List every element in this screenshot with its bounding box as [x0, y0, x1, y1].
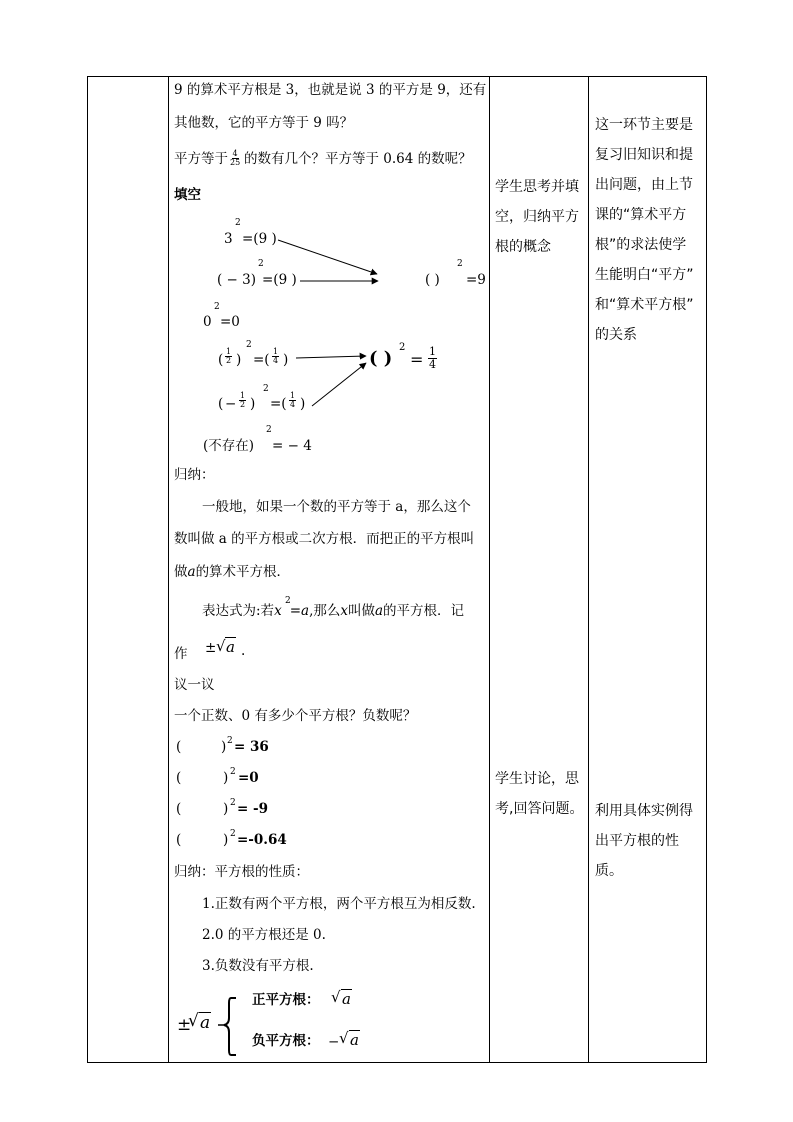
- expr-1-exponent: 2: [235, 218, 241, 228]
- paren-close: ): [236, 352, 242, 368]
- radicand: a: [200, 1013, 211, 1033]
- student-activity-1: [495, 172, 579, 262]
- sqrt-symbol: √: [331, 988, 341, 1006]
- expr-2-rest: =(9 ): [262, 272, 297, 288]
- fraction-numerator: 1: [240, 391, 246, 400]
- positive-root-label: 正平方根：: [252, 992, 320, 1008]
- question-2-rest: =0: [238, 770, 259, 786]
- equals-sign: =: [410, 350, 424, 369]
- plus-minus: ±: [205, 640, 217, 656]
- paren-open: (: [218, 352, 224, 368]
- text-line: 出问题，由上节: [595, 177, 693, 193]
- paren-close: ): [283, 352, 289, 368]
- radicand: a: [342, 990, 351, 1008]
- expr-3-exponent: 2: [214, 302, 220, 312]
- properties-title: 归纳：平方根的性质：: [174, 864, 309, 880]
- variable-x: x: [340, 603, 348, 619]
- summary-text: 做: [174, 564, 188, 580]
- text-line: 质。: [595, 863, 623, 879]
- expression-line: [202, 605, 464, 619]
- property-3: 3.负数没有平方根.: [202, 958, 314, 974]
- zuo-label: 作: [174, 646, 188, 662]
- paren-open: (: [218, 396, 224, 412]
- expr-6-rest: = − 4: [272, 438, 312, 454]
- summary-line-2: 数叫做 a 的平方根或二次方根．而把正的平方根叫: [174, 531, 475, 547]
- paren-close: ): [250, 396, 256, 412]
- design-intent-2: [595, 796, 693, 886]
- text-line: 考,回答问题。: [495, 801, 584, 817]
- question-4-rest: =-0.64: [237, 832, 287, 848]
- variable-x: x: [274, 603, 282, 619]
- arrow-4: [312, 363, 366, 406]
- text-line: 复习旧知识和提: [595, 147, 693, 163]
- question-4-exponent: 2: [230, 829, 236, 839]
- question-3-close: ): [223, 801, 229, 817]
- variable-a: a: [187, 564, 196, 580]
- question-2-exponent: 2: [230, 767, 236, 777]
- property-1: 1.正数有两个平方根，两个平方根互为相反数.: [202, 896, 476, 912]
- summary-line-3: [174, 566, 290, 580]
- intro-line-2: 其他数，它的平方等于 9 吗？: [174, 115, 354, 131]
- target-1-exponent: 2: [457, 259, 463, 269]
- radicand: a: [226, 638, 235, 656]
- expr-6-base: (不存在): [203, 438, 255, 454]
- intro-line-1: 9 的算术平方根是 3，也就是说 3 的平方是 9，还有: [174, 82, 487, 98]
- summary-text: 的算术平方根．: [195, 564, 291, 580]
- expr-6-exponent: 2: [266, 425, 272, 435]
- question-1-open: (: [176, 739, 182, 755]
- text-line: 和“算术平方根”: [595, 297, 694, 313]
- fraction-denominator: 4: [273, 356, 279, 365]
- question-4-open: (: [176, 832, 182, 848]
- summary-title: 归纳：: [174, 467, 215, 483]
- fraction-denominator: 2: [226, 356, 232, 365]
- sqrt-symbol: √: [216, 637, 226, 655]
- fraction-numerator: 1: [273, 347, 279, 356]
- discuss-question: 一个正数、0 有多少个平方根？负数呢？: [174, 708, 417, 724]
- expr-5-exponent: 2: [263, 384, 269, 394]
- expr-4-exponent: 2: [246, 340, 252, 350]
- fraction-denominator: 2: [240, 400, 246, 409]
- text-line: 课的“算术平方: [595, 207, 687, 223]
- fraction-denominator: 25: [230, 158, 241, 167]
- expr-text: =: [289, 603, 301, 619]
- question-1-exponent: 2: [227, 736, 233, 746]
- sqrt-symbol: √: [188, 1011, 199, 1031]
- fraction-numerator: 4: [232, 149, 238, 158]
- sqrt-radicand: [341, 992, 352, 1007]
- variable-a: a: [301, 603, 310, 619]
- text-line: 利用具体实例得: [595, 803, 693, 819]
- property-2: 2.0 的平方根还是 0.: [202, 927, 326, 943]
- question-3-rest: = -9: [237, 801, 269, 817]
- question-1-close: ): [221, 739, 227, 755]
- sqrt-symbol: √: [339, 1029, 349, 1047]
- target-1-rest: =9: [466, 272, 486, 288]
- sqrt-radicand: [225, 640, 236, 655]
- target-2-parens: ( ): [369, 348, 393, 369]
- text-line: 的关系: [595, 327, 637, 343]
- expr-text: 的平方根．记: [383, 603, 465, 619]
- sqrt-radicand: [349, 1033, 360, 1048]
- design-intent-1: [595, 110, 694, 350]
- fraction-denominator: 4: [290, 400, 296, 409]
- question-4-close: ): [223, 832, 229, 848]
- discuss-title: 议一议: [174, 677, 215, 693]
- period: .: [241, 643, 246, 659]
- summary-line-1: 一般地，如果一个数的平方等于 a，那么这个: [202, 499, 471, 515]
- text-line: 学生思考并填: [495, 179, 579, 195]
- student-activity-2: [495, 764, 583, 824]
- equals-sign: =(: [253, 352, 270, 368]
- fraction-numerator: 1: [429, 345, 436, 358]
- expr-2-base: ( − 3): [217, 272, 257, 288]
- expr-1-rest: =(9 ): [242, 231, 277, 247]
- expr-2-exponent: 2: [258, 259, 264, 269]
- text-line: 这一环节主要是: [595, 117, 693, 133]
- expr-3-base: 0: [203, 314, 212, 330]
- fraction-denominator: 4: [429, 357, 436, 371]
- target-1-base: ( ): [425, 272, 440, 288]
- fill-title: 填空: [174, 187, 201, 203]
- brace: [224, 998, 236, 1055]
- equals-sign: =(: [270, 396, 287, 412]
- text-line: 学生讨论，思: [495, 771, 579, 787]
- expr-3-rest: =0: [220, 314, 240, 330]
- variable-a: a: [374, 603, 384, 619]
- sqrt-radicand: [199, 1015, 211, 1032]
- question-3-exponent: 2: [230, 798, 236, 808]
- text-line: 根”的求法使学: [595, 237, 687, 253]
- question-2-open: (: [176, 770, 182, 786]
- arrow-1: [278, 240, 377, 274]
- expr-text: ,那么: [309, 603, 341, 619]
- fraction-numerator: 1: [290, 391, 296, 400]
- text-line: 根的概念: [495, 239, 551, 255]
- minus-sign: −: [225, 396, 237, 412]
- intro-line-3-a: 平方等于: [174, 151, 228, 167]
- question-1-rest: = 36: [234, 739, 269, 755]
- expr-text: 叫做: [347, 603, 375, 619]
- plus-minus: ±: [177, 1015, 192, 1035]
- paren-close: ): [300, 396, 306, 412]
- question-3-open: (: [176, 801, 182, 817]
- negative-sign: −: [328, 1034, 340, 1050]
- question-2-close: ): [223, 770, 229, 786]
- intro-line-3-b: 的数有几个？平方等于 0.64 的数呢？: [244, 151, 472, 167]
- expr-exponent: 2: [285, 596, 291, 606]
- expr-text: 表达式为:若: [202, 603, 275, 619]
- arrow-3: [296, 356, 366, 358]
- text-line: 出平方根的性: [595, 833, 679, 849]
- expr-1-base: 3: [224, 231, 233, 247]
- radicand: a: [350, 1031, 359, 1049]
- text-line: 空，归纳平方: [495, 209, 579, 225]
- fraction-numerator: 1: [226, 347, 232, 356]
- negative-root-label: 负平方根：: [252, 1033, 320, 1049]
- text-line: 生能明白“平方”: [595, 267, 694, 283]
- target-2-exponent: 2: [399, 342, 406, 353]
